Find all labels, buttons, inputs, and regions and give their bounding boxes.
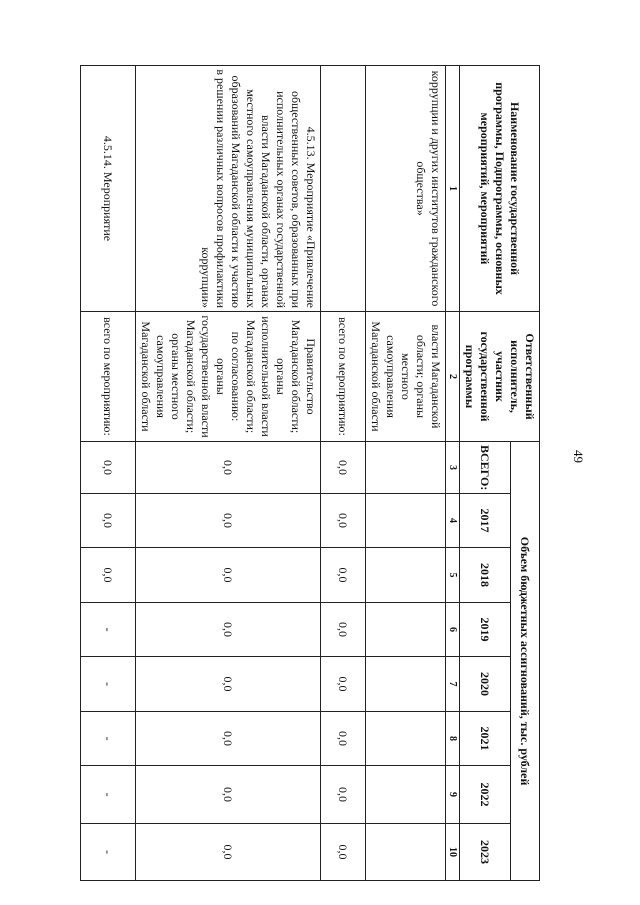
header-year: 2021	[460, 712, 511, 766]
row-name: 4.5.13. Мероприятие «Привлечение общественных советов, образованных при исполнительных органах государственной власти Магаданской области, органах местного самоуправления муниципальных образований Магаданской области к участию в решении различных вопросов профилактики коррупции»	[136, 66, 321, 312]
value-cell: -	[81, 766, 136, 824]
value-cell	[366, 712, 446, 766]
value-cell: 0,0	[321, 548, 366, 603]
header-year: 2017	[460, 494, 511, 548]
row-executor: всего по мероприятию:	[321, 312, 366, 442]
value-cell: 0,0	[136, 603, 321, 657]
value-cell: 0,0	[321, 657, 366, 712]
page-number: 49	[571, 450, 586, 463]
value-cell: 0,0	[321, 766, 366, 824]
value-cell: 0,0	[136, 442, 321, 494]
column-number: 6	[446, 603, 460, 657]
value-cell: -	[81, 712, 136, 766]
value-cell: 0,0	[321, 603, 366, 657]
value-cell: -	[81, 824, 136, 881]
value-cell	[366, 657, 446, 712]
budget-table-sheet	[93, 65, 540, 880]
header-total: ВСЕГО:	[460, 442, 511, 494]
budget-table	[80, 65, 540, 881]
value-cell: 0,0	[136, 766, 321, 824]
value-cell: 0,0	[321, 442, 366, 494]
header-row-1	[511, 66, 540, 881]
column-number: 5	[446, 548, 460, 603]
value-cell: 0,0	[321, 494, 366, 548]
column-number: 1	[446, 66, 460, 312]
table-row	[81, 66, 136, 881]
header-year: 2018	[460, 548, 511, 603]
header-executor: Ответственный исполнитель, участник государственной программы	[460, 312, 540, 442]
column-number: 7	[446, 657, 460, 712]
header-year: 2023	[460, 824, 511, 881]
value-cell: 0,0	[136, 657, 321, 712]
value-cell: 0,0	[136, 712, 321, 766]
row-name: 4.5.14. Мероприятие	[81, 66, 136, 312]
value-cell: -	[81, 657, 136, 712]
column-number: 4	[446, 494, 460, 548]
column-number-row	[446, 66, 460, 881]
value-cell: 0,0	[136, 494, 321, 548]
header-year: 2022	[460, 766, 511, 824]
column-number: 9	[446, 766, 460, 824]
header-name: Наименование государственной программы, Подпрограммы, основных мероприятий, мероприятий	[460, 66, 540, 312]
value-cell: -	[81, 603, 136, 657]
value-cell: 0,0	[81, 548, 136, 603]
value-cell: 0,0	[81, 442, 136, 494]
table-row	[136, 66, 321, 881]
table-row	[321, 66, 366, 881]
value-cell	[366, 603, 446, 657]
row-name: коррупции и других институтов гражданского общества»	[366, 66, 446, 312]
header-volume: Объем бюджетных ассигнований, тыс. рублей	[511, 442, 540, 881]
column-number: 3	[446, 442, 460, 494]
value-cell: 0,0	[136, 824, 321, 881]
value-cell	[366, 442, 446, 494]
value-cell	[366, 766, 446, 824]
column-number: 10	[446, 824, 460, 881]
value-cell	[366, 824, 446, 881]
value-cell: 0,0	[321, 824, 366, 881]
value-cell	[366, 548, 446, 603]
table-row	[366, 66, 446, 881]
value-cell: 0,0	[136, 548, 321, 603]
row-executor: Правительство Магаданской области; органы исполнительной власти Магаданской области; по согласованию: органы государственной власти Магаданской области; органы местного самоуправления Магаданской области	[136, 312, 321, 442]
column-number: 2	[446, 312, 460, 442]
value-cell: 0,0	[81, 494, 136, 548]
row-executor: всего по мероприятию:	[81, 312, 136, 442]
value-cell	[366, 494, 446, 548]
row-executor: власти Магаданской области; органы местного самоуправления Магаданской области	[366, 312, 446, 442]
column-number: 8	[446, 712, 460, 766]
header-year: 2019	[460, 603, 511, 657]
row-name	[321, 66, 366, 312]
header-year: 2020	[460, 657, 511, 712]
value-cell: 0,0	[321, 712, 366, 766]
